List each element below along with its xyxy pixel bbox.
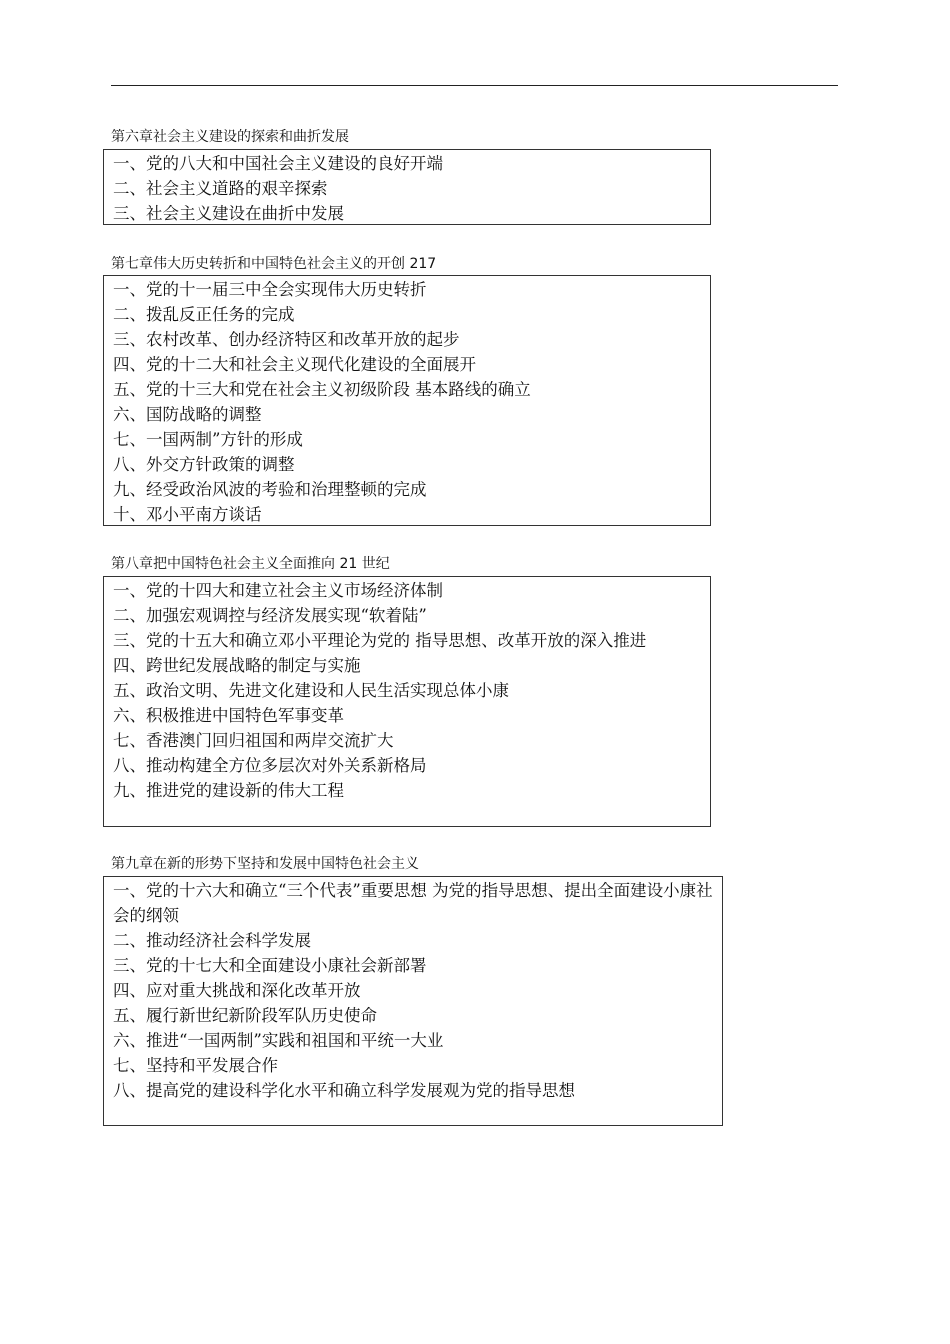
chapter-7-item: 八、外交方针政策的调整 xyxy=(113,455,295,474)
chapter-8-item: 五、政治文明、先进文化建设和人民生活实现总体小康 xyxy=(113,681,509,700)
chapter-9-item: 七、坚持和平发展合作 xyxy=(113,1056,278,1075)
chapter-6-item: 三、社会主义建设在曲折中发展 xyxy=(113,204,344,223)
chapter-7-item: 三、农村改革、创办经济特区和改革开放的起步 xyxy=(113,330,460,349)
chapter-7-item: 九、经受政治风波的考验和治理整顿的完成 xyxy=(113,480,427,499)
chapter-8-item: 四、跨世纪发展战略的制定与实施 xyxy=(113,656,361,675)
chapter-9-item: 三、党的十七大和全面建设小康社会新部署 xyxy=(113,956,427,975)
chapter-7-item: 一、党的十一届三中全会实现伟大历史转折 xyxy=(113,280,427,299)
chapter-8-section-box xyxy=(103,576,711,827)
chapter-7-item: 十、邓小平南方谈话 xyxy=(113,505,262,524)
chapter-7-title: 第七章伟大历史转折和中国特色社会主义的开创 217 xyxy=(111,256,437,272)
chapter-7-item: 六、国防战略的调整 xyxy=(113,405,262,424)
chapter-9-item: 一、党的十六大和确立“三个代表”重要思想 为党的指导思想、提出全面建设小康社会的纲领 xyxy=(113,881,713,925)
chapter-9-item: 八、提高党的建设科学化水平和确立科学发展观为党的指导思想 xyxy=(113,1081,575,1100)
chapter-8-item: 一、党的十四大和建立社会主义市场经济体制 xyxy=(113,581,443,600)
chapter-6-title: 第六章社会主义建设的探索和曲折发展 xyxy=(111,129,349,145)
chapter-9-item: 六、推进“一国两制”实践和祖国和平统一大业 xyxy=(113,1031,444,1050)
chapter-7-item: 五、党的十三大和党在社会主义初级阶段 基本路线的确立 xyxy=(113,380,531,399)
chapter-7-item: 七、一国两制”方针的形成 xyxy=(113,430,303,449)
chapter-6-item: 二、社会主义道路的艰辛探索 xyxy=(113,179,328,198)
chapter-9-item: 五、履行新世纪新阶段军队历史使命 xyxy=(113,1006,377,1025)
chapter-8-item: 二、加强宏观调控与经济发展实现“软着陆” xyxy=(113,606,427,625)
chapter-7-item: 四、党的十二大和社会主义现代化建设的全面展开 xyxy=(113,355,476,374)
chapter-8-item: 三、党的十五大和确立邓小平理论为党的 指导思想、改革开放的深入推进 xyxy=(113,631,647,650)
header-rule xyxy=(111,85,838,86)
chapter-8-title: 第八章把中国特色社会主义全面推向 21 世纪 xyxy=(111,556,390,572)
chapter-9-title: 第九章在新的形势下坚持和发展中国特色社会主义 xyxy=(111,856,419,872)
chapter-8-item: 九、推进党的建设新的伟大工程 xyxy=(113,781,344,800)
chapter-9-item: 二、推动经济社会科学发展 xyxy=(113,931,311,950)
chapter-9-section-box xyxy=(103,876,723,1126)
chapter-8-item: 八、推动构建全方位多层次对外关系新格局 xyxy=(113,756,427,775)
chapter-6-item: 一、党的八大和中国社会主义建设的良好开端 xyxy=(113,154,443,173)
chapter-6-section-box xyxy=(103,149,711,225)
chapter-9-item: 四、应对重大挑战和深化改革开放 xyxy=(113,981,361,1000)
chapter-7-section-box xyxy=(103,275,711,526)
chapter-8-item: 六、积极推进中国特色军事变革 xyxy=(113,706,344,725)
chapter-8-item: 七、香港澳门回归祖国和两岸交流扩大 xyxy=(113,731,394,750)
chapter-7-item: 二、拨乱反正任务的完成 xyxy=(113,305,295,324)
